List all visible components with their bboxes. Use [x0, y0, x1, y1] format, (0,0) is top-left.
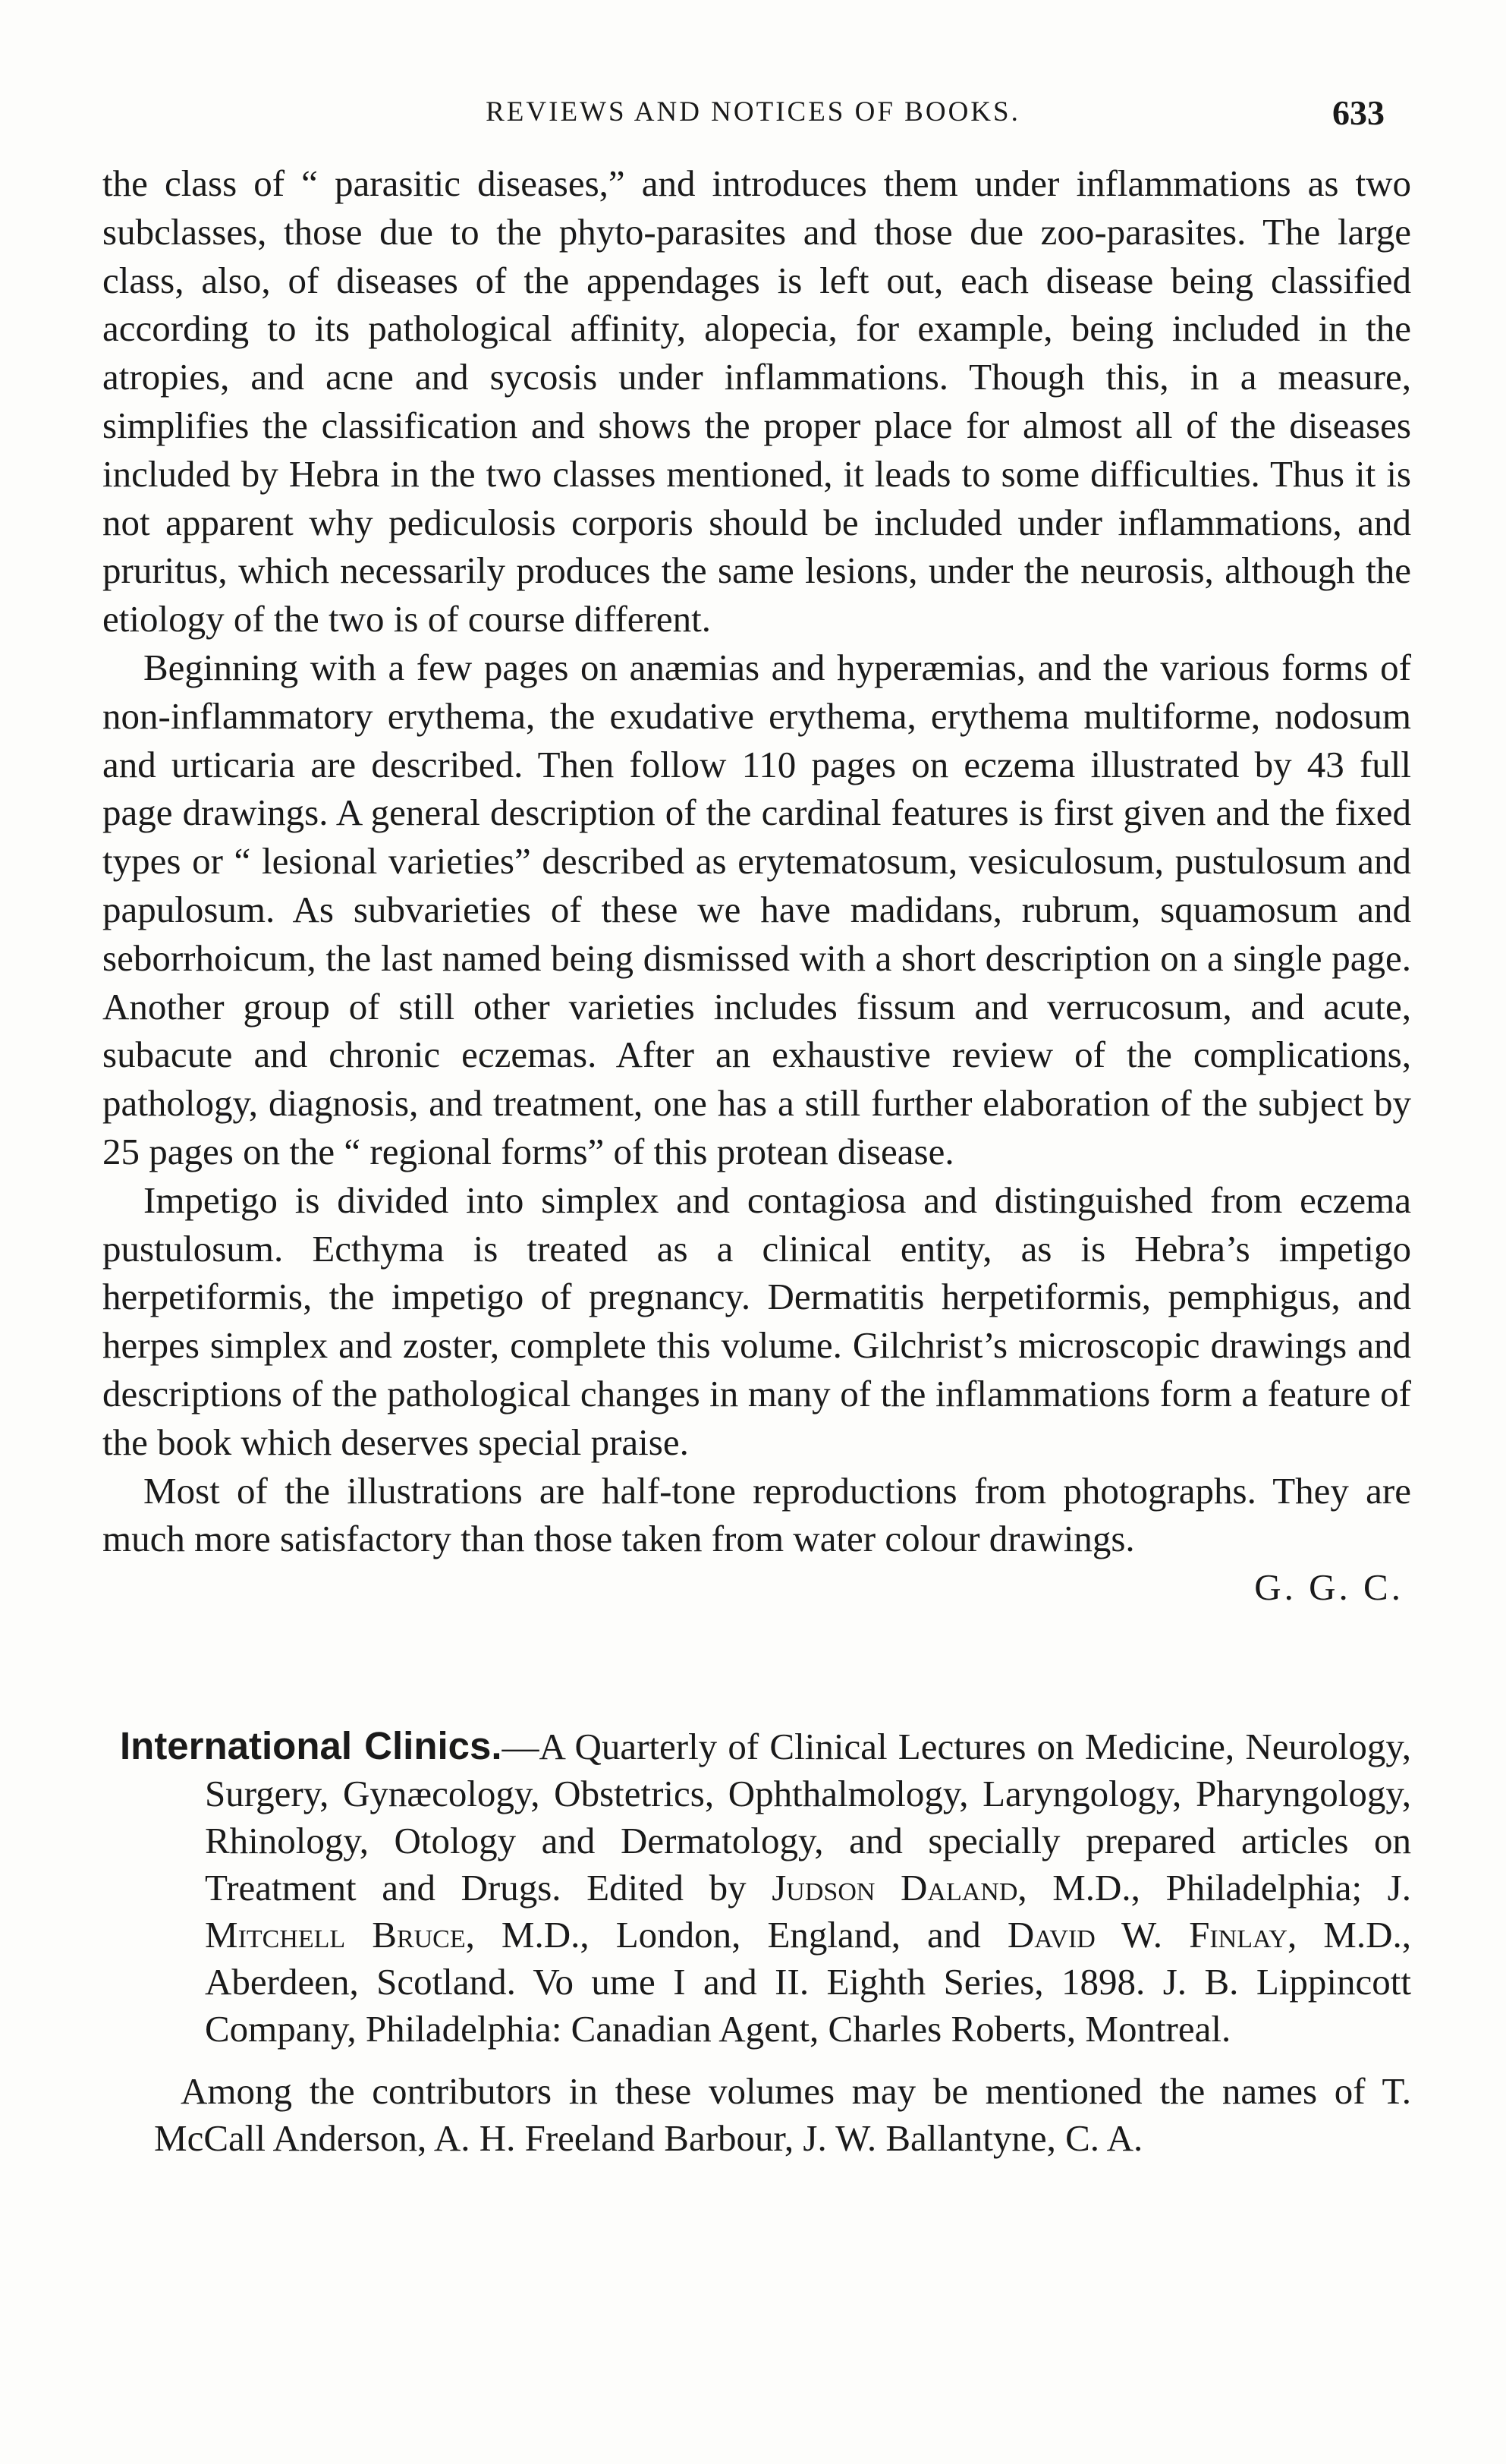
editor-name-1: Judson Daland	[772, 1867, 1018, 1909]
review-paragraph-1: the class of “ parasitic diseases,” and introduces them under inflammations as two subclasses, those due to the phyto-parasites and those due zoo-parasites. The large class, also, of diseases of the appendages is left out, each disease being classified according to its pathological affinity, alopecia, for example, being included in the atropies, and acne and sycosis under inflammations. Though this, in a measure, simplifies the classification and shows the proper place for almost all of the diseases included by Hebra in the two classes mentioned, it leads to some difficulties. Thus it is not apparent why pediculosis corporis should be included under inflammations, and pruritus, which necessarily produces the same lesions, under the neurosis, although the etiology of the two is of course different.	[102, 162, 1411, 640]
review-paragraph-3: Impetigo is divided into simplex and contagiosa and distinguished from eczema pustulosum. Ecthyma is treated as a clinical entity, as is Hebra’s impetigo herpetiformis, the impetigo of pregnancy. Dermatitis herpetiformis, pemphigus, and herpes simplex and zoster, complete this volume. Gilchrist’s microscopic drawings and descriptions of the pathological changes in many of the inflammations form a feature of the book which deserves special praise.	[102, 1179, 1411, 1463]
editor-name-3: David W. Finlay	[1007, 1914, 1287, 1956]
review-paragraph-2: Beginning with a few pages on anæmias and hyperæmias, and the various forms of non-inflammatory erythema, the exudative erythema, erythema multiforme, nodosum and urticaria are described. Then follow 110 pages on eczema illustrated by 43 full page drawings. A general description of the cardinal features is first given and the fixed types or “ lesional varieties” described as erytematosum, vesiculosum, pustulosum and papulosum. As subvarieties of these we have madidans, rubrum, squamosum and seborrhoicum, the last named being dismissed with a short description on a single page. Another group of still other varieties includes fissum and verrucosum, and acute, subacute and chronic eczemas. After an exhaustive review of the complications, pathology, diagnosis, and treatment, one has a still further elaboration of the subject by 25 pages on the “ regional forms” of this protean disease.	[102, 646, 1411, 1172]
notice-body: Among the contributors in these volumes may be mentioned the names of T. McCall Anderson, A. H. Freeland Barbour, J. W. Ballantyne, C. A.	[154, 2070, 1411, 2159]
review-text	[102, 159, 1411, 1612]
editor-detail-2: , M.D., London, England, and	[465, 1914, 1008, 1956]
editor-name-2: Mitchell Bruce	[205, 1914, 466, 1956]
editor-detail-1: , M.D., Philadelphia; J.	[1017, 1867, 1411, 1909]
review-paragraph-4: Most of the illustrations are half-tone reproductions from photographs. They are much more satisfactory than those taken from water colour drawings.	[102, 1469, 1411, 1560]
running-title: REVIEWS AND NOTICES OF BOOKS.	[486, 96, 1020, 127]
running-header	[114, 93, 1392, 132]
editor-detail-3: , M.D., Aberdeen, Scotland. Vo ume I and II. Eighth Series, 1898. J. B. Lippincott Company, Philadelphia: Canadian Agent, Charles Roberts, Montreal.	[205, 1914, 1411, 2050]
notice-citation	[120, 1723, 1411, 2053]
page-number: 633	[1332, 93, 1385, 132]
reviewer-signature: G. G. C.	[1254, 1566, 1404, 1609]
book-notice	[120, 1723, 1411, 2162]
notice-lead: —A Quarterly of Clinical Lectures on Medicine, Neurology, Surgery, Gynæcology, Obstetrics, Ophthalmology, Laryngology, Pharyngology, Rhinology, Otology and Dermatology, and specially prepared articles on Treatment and Drugs. Edited by	[205, 1726, 1411, 1909]
notice-title: International Clinics.	[120, 1724, 502, 1767]
